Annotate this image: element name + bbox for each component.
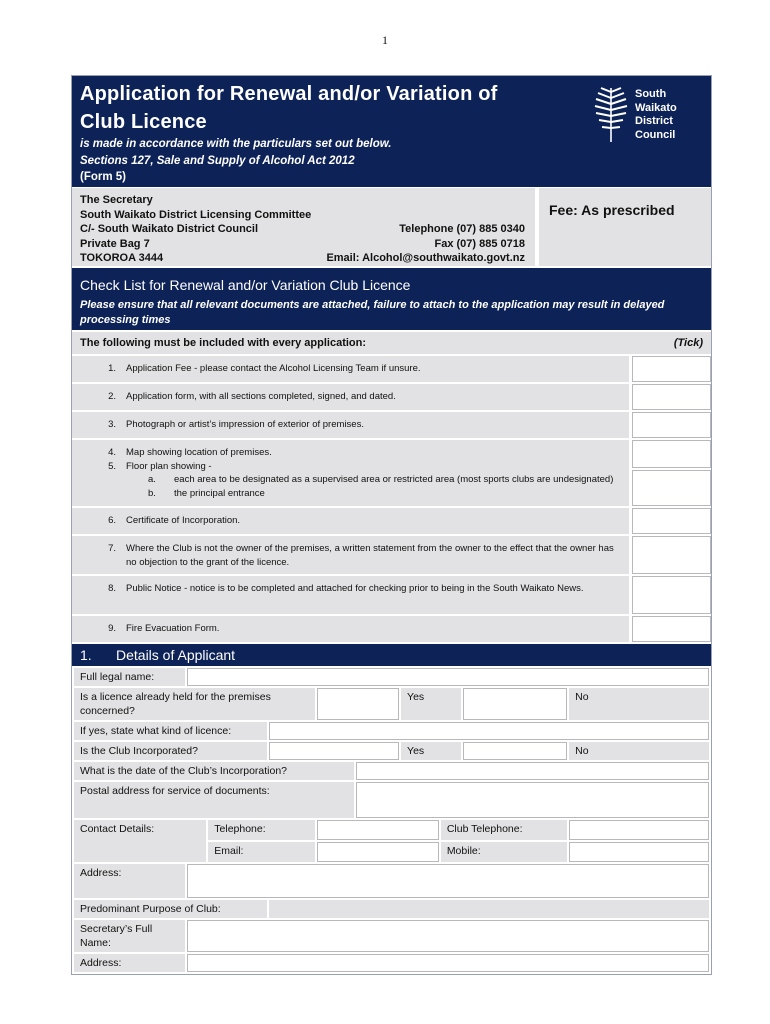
item-number: 2.: [108, 391, 116, 402]
tick-box[interactable]: [632, 440, 711, 468]
secretary-address: [72, 188, 535, 266]
incorporated-yes-box[interactable]: [268, 741, 400, 761]
club-telephone-label: Club Telephone:: [440, 819, 568, 841]
sub-item-text: each area to be designated as a supervised area or restricted area (most sports clubs are undesignated): [174, 474, 614, 485]
address-line: Private Bag 7: [80, 237, 150, 250]
postal-address-label: Postal address for service of documents:: [73, 781, 355, 819]
secretary-name-field[interactable]: [186, 919, 711, 953]
mobile-label: Mobile:: [440, 841, 568, 863]
item-number: 9.: [108, 623, 116, 634]
tick-box[interactable]: [632, 508, 711, 534]
item-text: Application form, with all sections completed, signed, and dated.: [126, 391, 396, 402]
checklist-header: [72, 266, 711, 330]
must-label: The following must be included with every application:: [80, 337, 367, 349]
secretary-name-label: Secretary’s Full Name:: [73, 919, 186, 953]
item-text: Certificate of Incorporation.: [126, 515, 241, 526]
sub-item-letter: a.: [148, 474, 156, 485]
licence-held-no-box[interactable]: [462, 687, 568, 721]
applicant-details-table: [72, 666, 711, 974]
tick-label: (Tick): [673, 337, 703, 349]
logo-line: District: [635, 115, 673, 127]
tick-box[interactable]: [632, 470, 711, 506]
licence-held-yes-box[interactable]: [316, 687, 400, 721]
incorporated-label: Is the Club Incorporated?: [73, 741, 268, 761]
incorporation-date-label: What is the date of the Club’s Incorporation?: [73, 761, 355, 781]
checklist-item: [72, 614, 711, 642]
section-1-header: [72, 642, 711, 666]
checklist-item: [72, 382, 711, 410]
email-field[interactable]: [316, 841, 440, 863]
secretary-address-label: Address:: [73, 953, 186, 973]
tick-box[interactable]: [632, 616, 711, 642]
tick-box[interactable]: [632, 356, 711, 382]
logo-line: South: [635, 88, 667, 100]
predominant-purpose-field[interactable]: [268, 899, 710, 919]
licence-held-yes-label: Yes: [400, 687, 462, 721]
logo-text: [635, 88, 677, 142]
incorporated-no-box[interactable]: [462, 741, 568, 761]
full-legal-name-label: Full legal name:: [73, 667, 186, 687]
form-header: [72, 76, 711, 187]
tick-box[interactable]: [632, 576, 711, 614]
telephone-field[interactable]: [316, 819, 440, 841]
contact-details-label: Contact Details:: [73, 819, 207, 863]
item-text: Photograph or artist’s impression of exterior of premises.: [126, 419, 364, 430]
incorporated-yes-label: Yes: [400, 741, 462, 761]
incorporation-date-field[interactable]: [355, 761, 710, 781]
mobile-field[interactable]: [568, 841, 710, 863]
application-form: [71, 75, 712, 975]
title-line-2: Club Licence: [80, 111, 207, 133]
item-number: 1.: [108, 363, 116, 374]
item-number: 3.: [108, 419, 116, 430]
item-text: Fire Evacuation Form.: [126, 623, 220, 634]
council-logo: [591, 82, 701, 146]
item-text: Public Notice - notice is to be completed and attached for checking prior to being in the South Waikato News.: [126, 583, 584, 594]
item-number: 5.: [108, 460, 116, 472]
licence-held-label: Is a licence already held for the premises concerned?: [73, 687, 316, 721]
checklist-instruction: [72, 330, 711, 354]
page-number: 1: [382, 33, 388, 47]
fax-text: Fax (07) 885 0718: [434, 237, 525, 250]
checklist-item: [72, 410, 711, 438]
checklist-item: [72, 354, 711, 382]
contact-info: [326, 222, 525, 266]
item-number: 4.: [108, 447, 116, 458]
item-text: Where the Club is not the owner of the premises, a written statement from the owner to the effect that the owner has no objection to the grant of the licence.: [126, 543, 614, 568]
item-text: Floor plan showing -: [126, 460, 212, 472]
checklist-item: [72, 438, 711, 506]
sub-item-letter: b.: [148, 487, 156, 499]
telephone-text: Telephone (07) 885 0340: [399, 223, 525, 235]
item-number: 8.: [108, 583, 116, 594]
secretary-address-field[interactable]: [186, 953, 711, 973]
subtitle-2: Sections 127, Sale and Supply of Alcohol Act 2012: [80, 155, 355, 167]
checklist-note: Please ensure that all relevant documents are attached, failure to attach to the application may result in delayed processing times: [80, 299, 665, 326]
address-line: C/- South Waikato District Council: [80, 223, 259, 235]
section-number: 1.: [80, 647, 92, 663]
address-block: [72, 187, 711, 266]
licence-held-no-label: No: [568, 687, 710, 721]
kind-of-licence-label: If yes, state what kind of licence:: [73, 721, 268, 741]
telephone-label: Telephone:: [207, 819, 316, 841]
tick-box[interactable]: [632, 412, 711, 438]
sub-item: [148, 487, 623, 501]
tick-box[interactable]: [632, 536, 711, 574]
email-text: Email: Alcohol@southwaikato.govt.nz: [326, 252, 525, 264]
full-legal-name-field[interactable]: [186, 667, 711, 687]
item-text: Application Fee - please contact the Alcohol Licensing Team if unsure.: [126, 363, 421, 374]
address-label: Address:: [73, 863, 186, 899]
subtitle-1: is made in accordance with the particulars set out below.: [80, 138, 392, 150]
checklist-item: [72, 574, 711, 614]
address-line: TOKOROA 3444: [80, 252, 164, 264]
sub-item-text: the principal entrance: [174, 487, 265, 499]
item-number: 7.: [108, 543, 116, 554]
tick-box[interactable]: [632, 384, 711, 410]
sub-item: [148, 473, 623, 487]
incorporated-no-label: No: [568, 741, 710, 761]
checklist-item: [72, 506, 711, 534]
predominant-purpose-label: Predominant Purpose of Club:: [73, 899, 268, 919]
title-line-1: Application for Renewal and/or Variation of: [80, 83, 498, 105]
club-telephone-field[interactable]: [568, 819, 710, 841]
logo-line: Waikato: [635, 101, 677, 114]
section-title: Details of Applicant: [116, 647, 236, 663]
checklist-title: Check List for Renewal and/or Variation Club Licence: [80, 277, 411, 293]
form-number: (Form 5): [80, 171, 126, 183]
item-text: Map showing location of premises.: [126, 447, 272, 458]
fee-label: Fee: As prescribed: [539, 188, 711, 266]
fern-leaf-icon: [591, 82, 631, 144]
item-number: 6.: [108, 515, 116, 526]
address-line: South Waikato District Licensing Committee: [80, 208, 312, 221]
postal-address-field[interactable]: [355, 781, 710, 819]
address-line: The Secretary: [80, 194, 153, 206]
address-field[interactable]: [186, 863, 711, 899]
checklist-item: [72, 534, 711, 574]
logo-line: Council: [635, 128, 676, 141]
kind-of-licence-field[interactable]: [268, 721, 710, 741]
email-label: Email:: [207, 841, 316, 863]
